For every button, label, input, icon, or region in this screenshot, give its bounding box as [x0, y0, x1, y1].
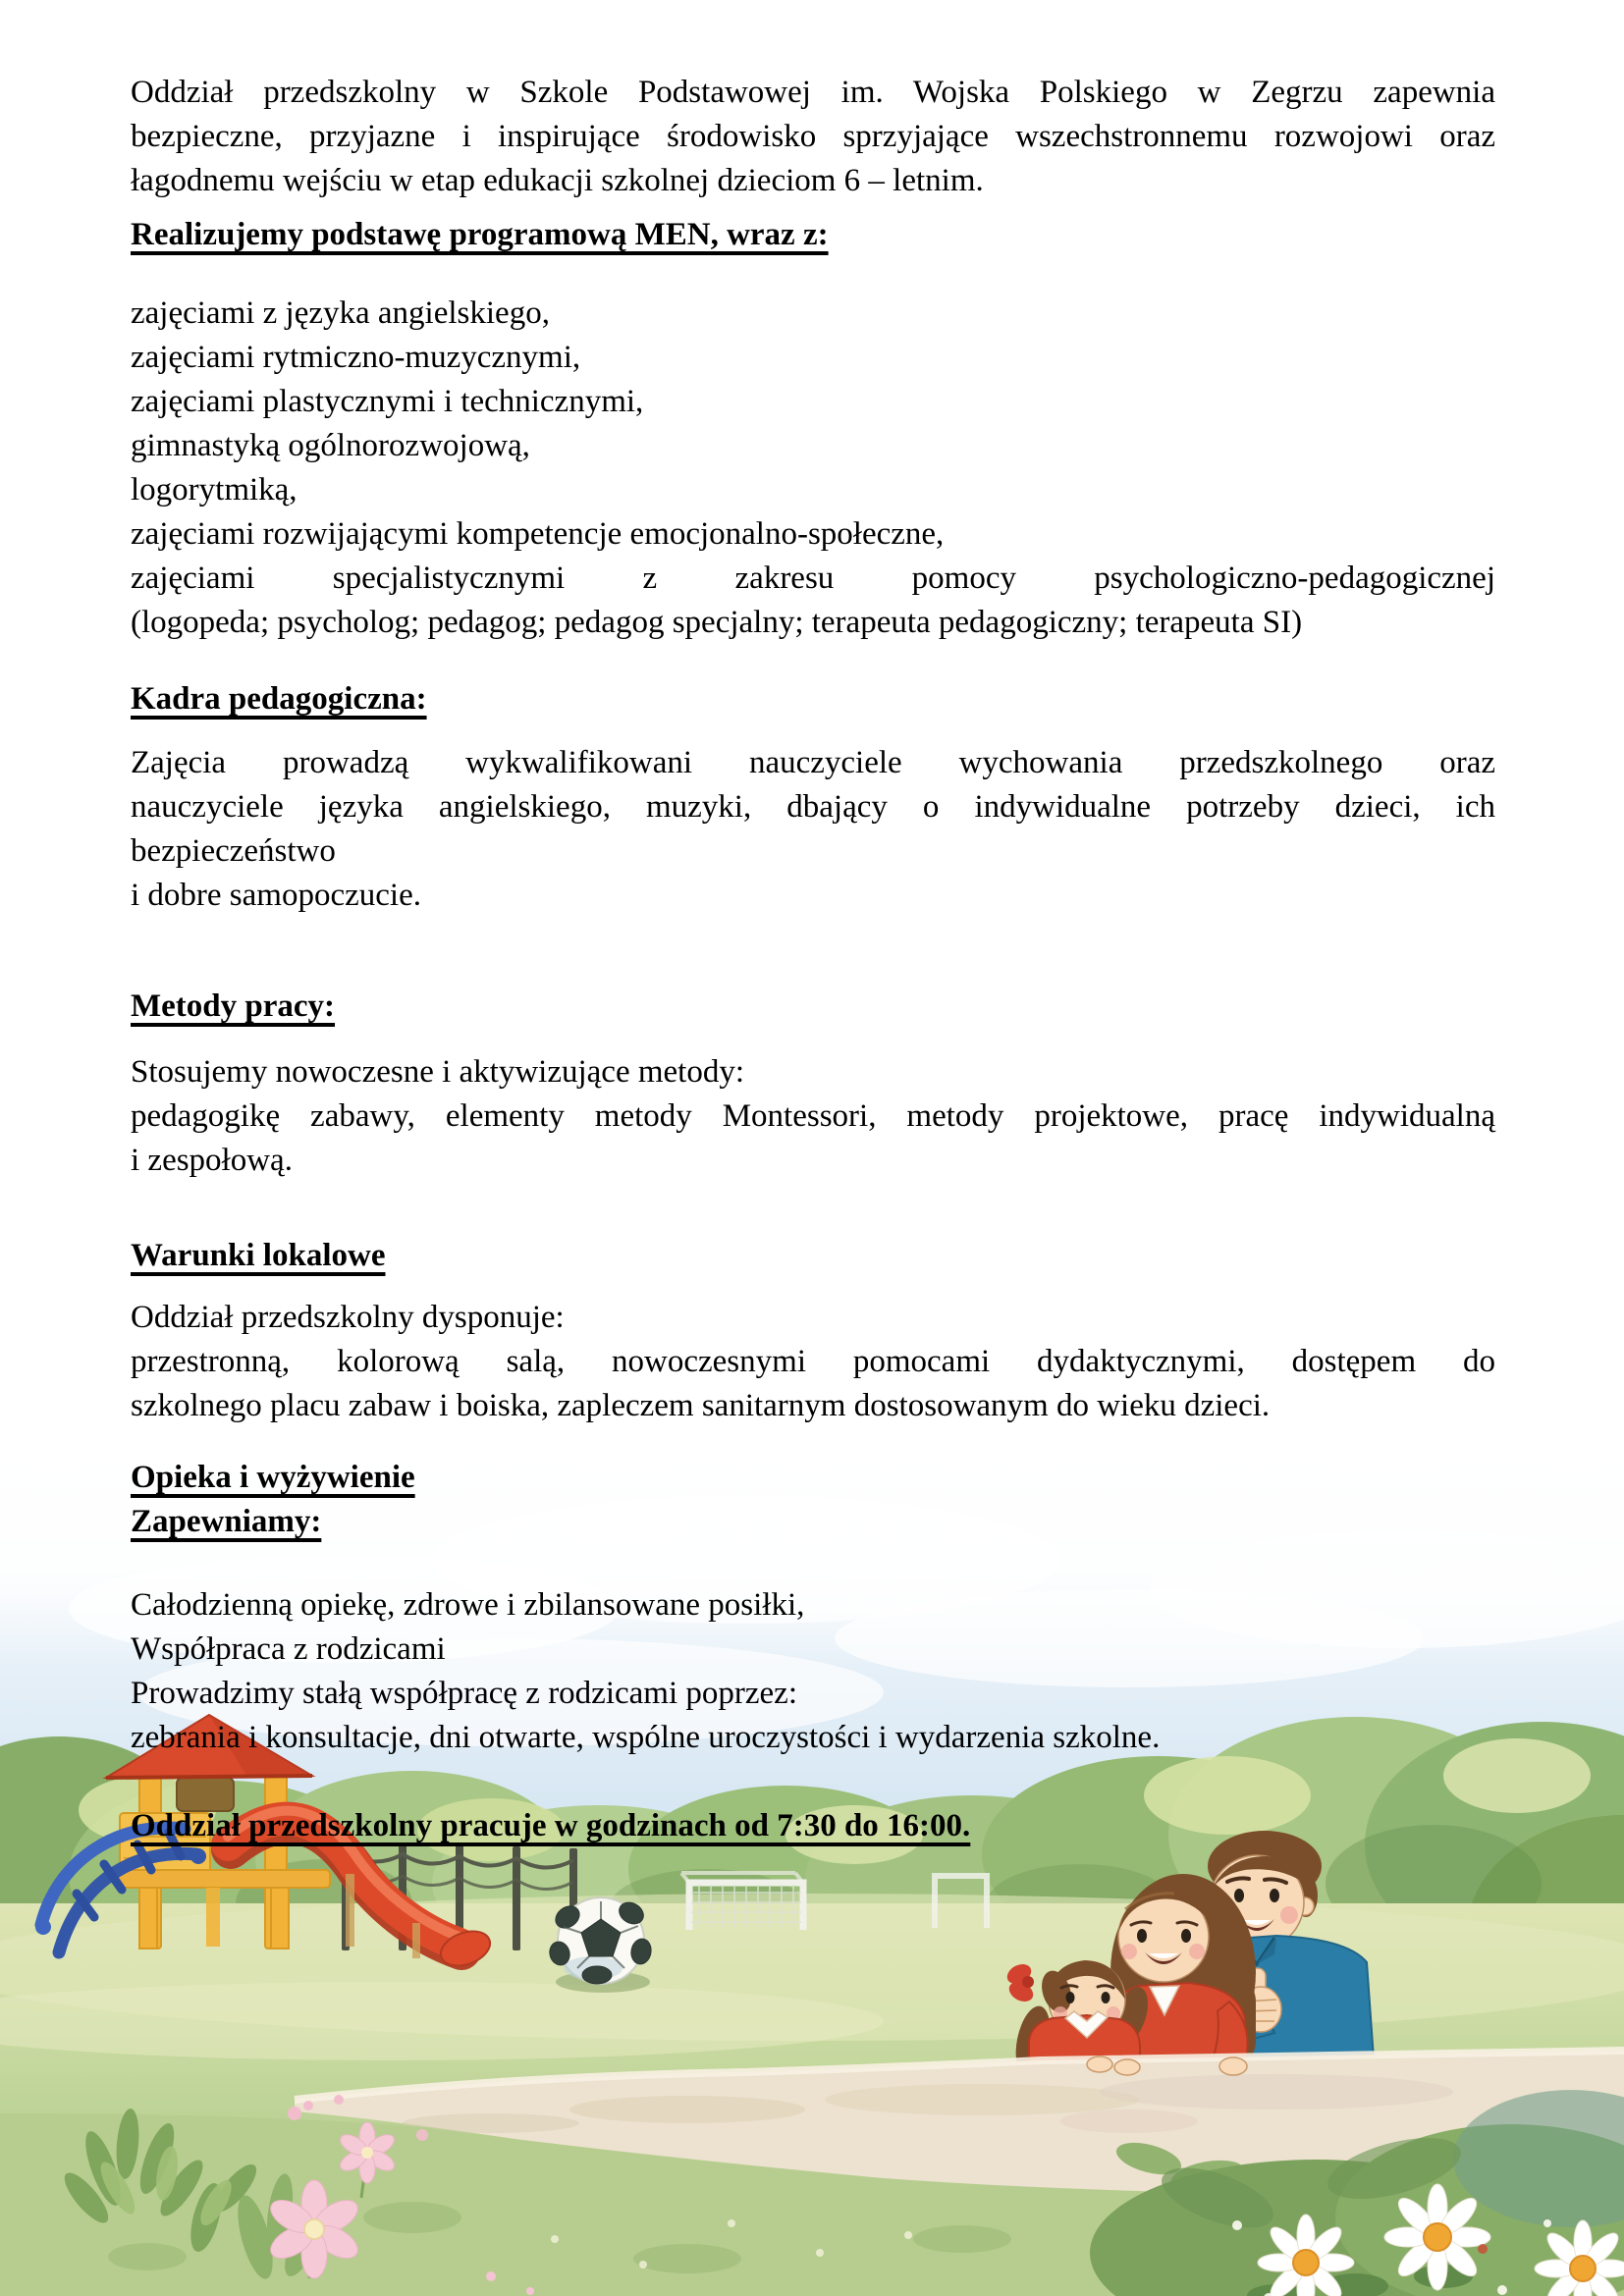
kadra-line: Zajęcia prowadzą wykwalifikowani nauczyciele wychowania przedszkolnego oraz	[131, 745, 1495, 780]
kadra-line: nauczyciele języka angielskiego, muzyki, dbający o indywidualne potrzeby dzieci, ich	[131, 789, 1495, 825]
heading-text: Metody pracy:	[131, 988, 336, 1024]
document-content	[131, 71, 1495, 1848]
program-item: zajęciami z języka angielskiego,	[131, 295, 550, 331]
opieka-line: zebrania i konsultacje, dni otwarte, wspólne uroczystości i wydarzenia szkolne.	[131, 1720, 1161, 1755]
metody-line: Stosujemy nowoczesne i aktywizujące metody:	[131, 1054, 745, 1090]
intro-line: bezpieczne, przyjazne i inspirujące środowisko sprzyjające wszechstronnemu rozwojowi oraz	[131, 119, 1495, 154]
intro-line: Oddział przedszkolny w Szkole Podstawowej im. Wojska Polskiego w Zegrzu zapewnia	[131, 75, 1495, 110]
heading-text: Warunki lokalowe	[131, 1238, 386, 1273]
intro-paragraph	[131, 71, 1495, 203]
program-item: zajęciami plastycznymi i technicznymi,	[131, 384, 644, 419]
warunki-line: Oddział przedszkolny dysponuje:	[131, 1300, 565, 1335]
metody-line: pedagogikę zabawy, elementy metody Montessori, metody projektowe, pracę indywidualną	[131, 1098, 1495, 1134]
program-list	[131, 292, 1495, 645]
kadra-line: i dobre samopoczucie.	[131, 878, 421, 913]
opieka-line: Współpraca z rodzicami	[131, 1631, 446, 1667]
program-item: zajęciami specjalistycznymi z zakresu pomocy psychologiczno-pedagogicznej	[131, 561, 1495, 596]
hours-heading	[131, 1804, 1495, 1848]
warunki-line: szkolnego placu zabaw i boiska, zapleczem sanitarnym dostosowanym do wieku dzieci.	[131, 1388, 1271, 1423]
program-item: zajęciami rytmiczno-muzycznymi,	[131, 340, 581, 375]
heading-text: Opieka i wyżywienie	[131, 1460, 415, 1495]
program-item: gimnastyką ogólnorozwojową,	[131, 428, 530, 463]
soccer-ball	[547, 1897, 653, 1993]
section-heading-kadra	[131, 677, 1495, 721]
kadra-paragraph	[131, 741, 1495, 918]
program-item: (logopeda; psycholog; pedagog; pedagog specjalny; terapeuta pedagogiczny; terapeuta SI)	[131, 605, 1303, 640]
intro-line: łagodnemu wejściu w etap edukacji szkolnej dzieciom 6 – letnim.	[131, 163, 984, 198]
section-heading-metody	[131, 985, 1495, 1029]
metody-line: i zespołową.	[131, 1143, 293, 1178]
program-item: logorytmiką,	[131, 472, 298, 507]
opieka-paragraph	[131, 1583, 1495, 1760]
program-item: zajęciami rozwijającymi kompetencje emocjonalno-społeczne,	[131, 516, 945, 552]
warunki-paragraph	[131, 1296, 1495, 1428]
opieka-line: Całodzienną opiekę, zdrowe i zbilansowane posiłki,	[131, 1587, 805, 1623]
warunki-line: przestronną, kolorową salą, nowoczesnymi pomocami dydaktycznymi, dostępem do	[131, 1344, 1495, 1379]
metody-paragraph	[131, 1050, 1495, 1183]
opieka-line: Prowadzimy stałą współpracę z rodzicami poprzez:	[131, 1676, 797, 1711]
heading-text: Kadra pedagogiczna:	[131, 681, 427, 717]
section-heading-warunki	[131, 1234, 1495, 1278]
section-heading-program	[131, 213, 1495, 257]
heading-text: Realizujemy podstawę programową MEN, wraz z:	[131, 217, 829, 252]
heading-text: Oddział przedszkolny pracuje w godzinach od 7:30 do 16:00.	[131, 1808, 971, 1843]
section-heading-opieka	[131, 1456, 1495, 1544]
heading-text: Zapewniamy:	[131, 1504, 322, 1539]
kadra-line: bezpieczeństwo	[131, 833, 336, 869]
daisy-flower	[1384, 2184, 1490, 2290]
